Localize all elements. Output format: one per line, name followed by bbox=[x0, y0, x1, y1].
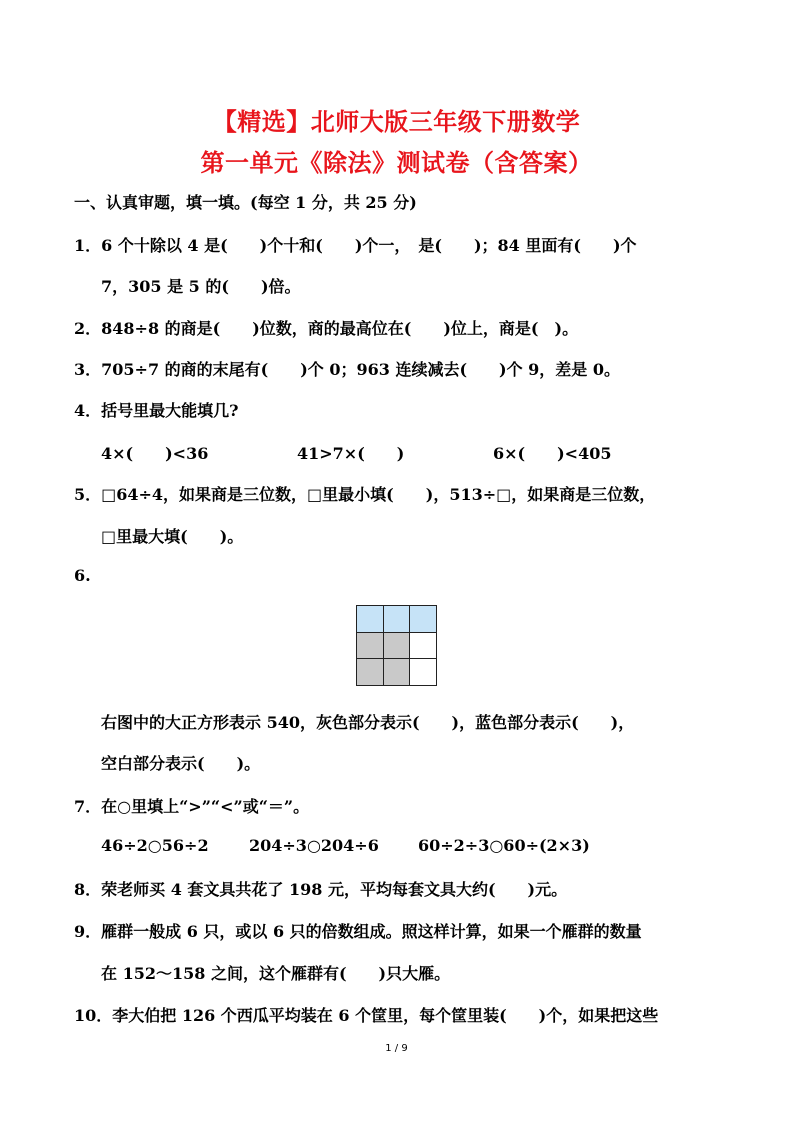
question-8: 8．荣老师买 4 套文具共花了 198 元，平均每套文具大约( )元。 bbox=[74, 880, 568, 899]
question-4-item-3: 6×( )<405 bbox=[493, 444, 612, 463]
grid-cell-blue bbox=[357, 606, 384, 633]
question-4: 4．括号里最大能填几? bbox=[74, 401, 239, 420]
question-3: 3．705÷7 的商的末尾有( )个 0；963 连续减去( )个 9，差是 0。 bbox=[74, 360, 621, 379]
fraction-grid-figure bbox=[356, 605, 437, 686]
question-2: 2．848÷8 的商是( )位数，商的最高位在( )位上，商是( )。 bbox=[74, 319, 579, 338]
grid-cell-white bbox=[410, 632, 437, 659]
question-6-number: 6. bbox=[74, 566, 91, 585]
grid-cell-blue bbox=[410, 606, 437, 633]
question-7: 7．在○里填上“>”“<”或“＝”。 bbox=[74, 797, 310, 816]
question-5-line2: □里最大填( )。 bbox=[101, 527, 244, 546]
question-7-item-3: 60÷2÷3○60÷(2×3) bbox=[418, 836, 590, 855]
question-9-line1: 9．雁群一般成 6 只，或以 6 只的倍数组成。照这样计算，如果一个雁群的数量 bbox=[74, 922, 642, 941]
grid-cell-white bbox=[410, 659, 437, 686]
grid-cell-gray bbox=[357, 632, 384, 659]
question-4-item-2: 41>7×( ) bbox=[297, 444, 405, 463]
question-5-line1: 5．□64÷4，如果商是三位数，□里最小填( )，513÷□，如果商是三位数， bbox=[74, 485, 656, 504]
document-title-line2: 第一单元《除法》测试卷（含答案） bbox=[200, 149, 593, 177]
question-7-item-1: 46÷2○56÷2 bbox=[101, 836, 209, 855]
question-7-item-2: 204÷3○204÷6 bbox=[249, 836, 379, 855]
grid-cell-blue bbox=[383, 606, 410, 633]
question-1-line1: 1．6 个十除以 4 是( )个十和( )个一， 是( )；84 里面有( )个 bbox=[74, 236, 637, 255]
question-6-line1: 右图中的大正方形表示 540，灰色部分表示( )，蓝色部分表示( )， bbox=[101, 713, 635, 732]
page-number: 1 / 9 bbox=[385, 1043, 408, 1054]
question-4-item-1: 4×( )<36 bbox=[101, 444, 209, 463]
grid-cell-gray bbox=[357, 659, 384, 686]
grid-cell-gray bbox=[383, 632, 410, 659]
question-1-line2: 7，305 是 5 的( )倍。 bbox=[101, 277, 301, 296]
document-title-line1: 【精选】北师大版三年级下册数学 bbox=[212, 108, 581, 136]
question-6-line2: 空白部分表示( )。 bbox=[101, 754, 261, 773]
question-9-line2: 在 152～158 之间，这个雁群有( )只大雁。 bbox=[101, 964, 451, 983]
grid-cell-gray bbox=[383, 659, 410, 686]
question-10-line1: 10．李大伯把 126 个西瓜平均装在 6 个筐里，每个筐里装( )个，如果把这些 bbox=[74, 1006, 659, 1025]
section1-heading: 一、认真审题，填一填。(每空 1 分，共 25 分) bbox=[74, 193, 417, 212]
